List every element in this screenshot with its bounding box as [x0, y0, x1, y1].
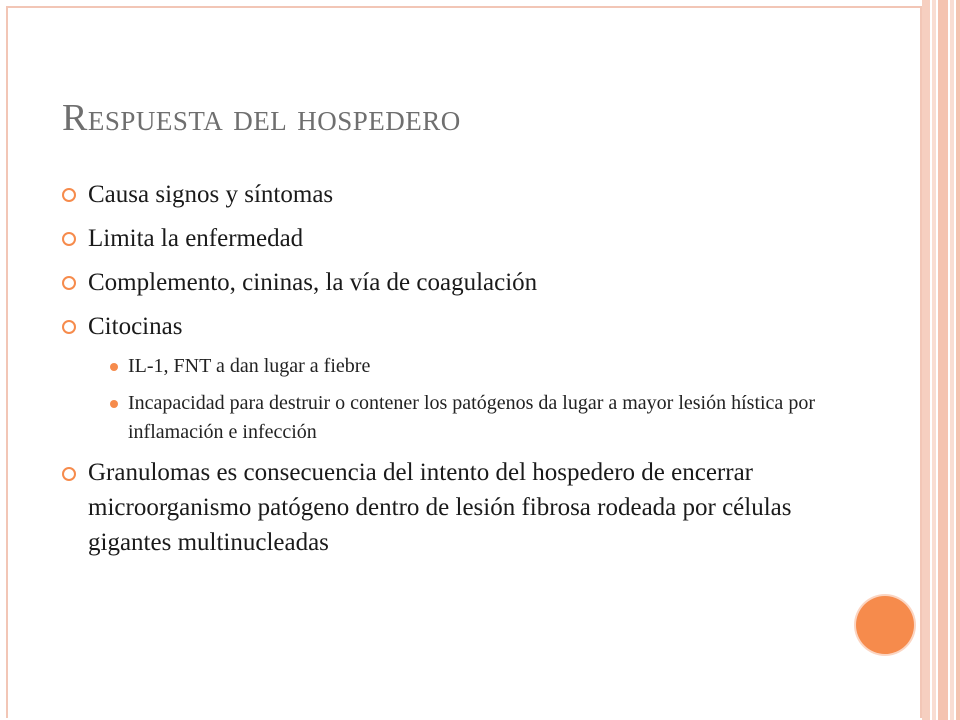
sub-bullet-text: Incapacidad para destruir o contener los patógenos da lugar a mayor lesión hística por inflamación e infección	[128, 392, 815, 443]
sub-bullet-list	[62, 352, 852, 447]
bullet-item	[62, 220, 852, 258]
decorative-stripe	[922, 0, 930, 720]
slide-title: Respuesta del hospedero	[62, 97, 461, 139]
bullet-item	[62, 455, 852, 560]
bullet-ring-icon	[62, 188, 76, 202]
bullet-text: Granulomas es consecuencia del intento del hospedero de encerrar microorganismo patógeno dentro de lesión fibrosa rodeada por células gigantes multinucleadas	[88, 459, 792, 556]
bullet-ring-icon	[62, 232, 76, 246]
decorative-stripe	[938, 0, 948, 720]
bullet-dot-icon	[110, 363, 118, 371]
decorative-stripe	[950, 0, 954, 720]
bullet-item	[62, 176, 852, 214]
bullet-text: Limita la enfermedad	[88, 225, 304, 252]
sub-bullet-item	[110, 389, 852, 447]
bullet-ring-icon	[62, 467, 76, 481]
slide-body	[62, 176, 852, 566]
bullet-item	[62, 308, 852, 346]
bullet-ring-icon	[62, 276, 76, 290]
decorative-stripe	[932, 0, 936, 720]
bullet-dot-icon	[110, 400, 118, 408]
bullet-text: Complemento, cininas, la vía de coagulación	[88, 269, 538, 296]
sub-bullet-text: IL-1, FNT a dan lugar a fiebre	[128, 355, 371, 377]
decorative-stripe	[956, 0, 960, 720]
bullet-text: Causa signos y síntomas	[88, 181, 334, 208]
sub-bullet-item	[110, 352, 852, 381]
bullet-item	[62, 264, 852, 302]
bullet-text: Citocinas	[88, 313, 183, 340]
decorative-circle	[856, 596, 914, 654]
bullet-ring-icon	[62, 320, 76, 334]
